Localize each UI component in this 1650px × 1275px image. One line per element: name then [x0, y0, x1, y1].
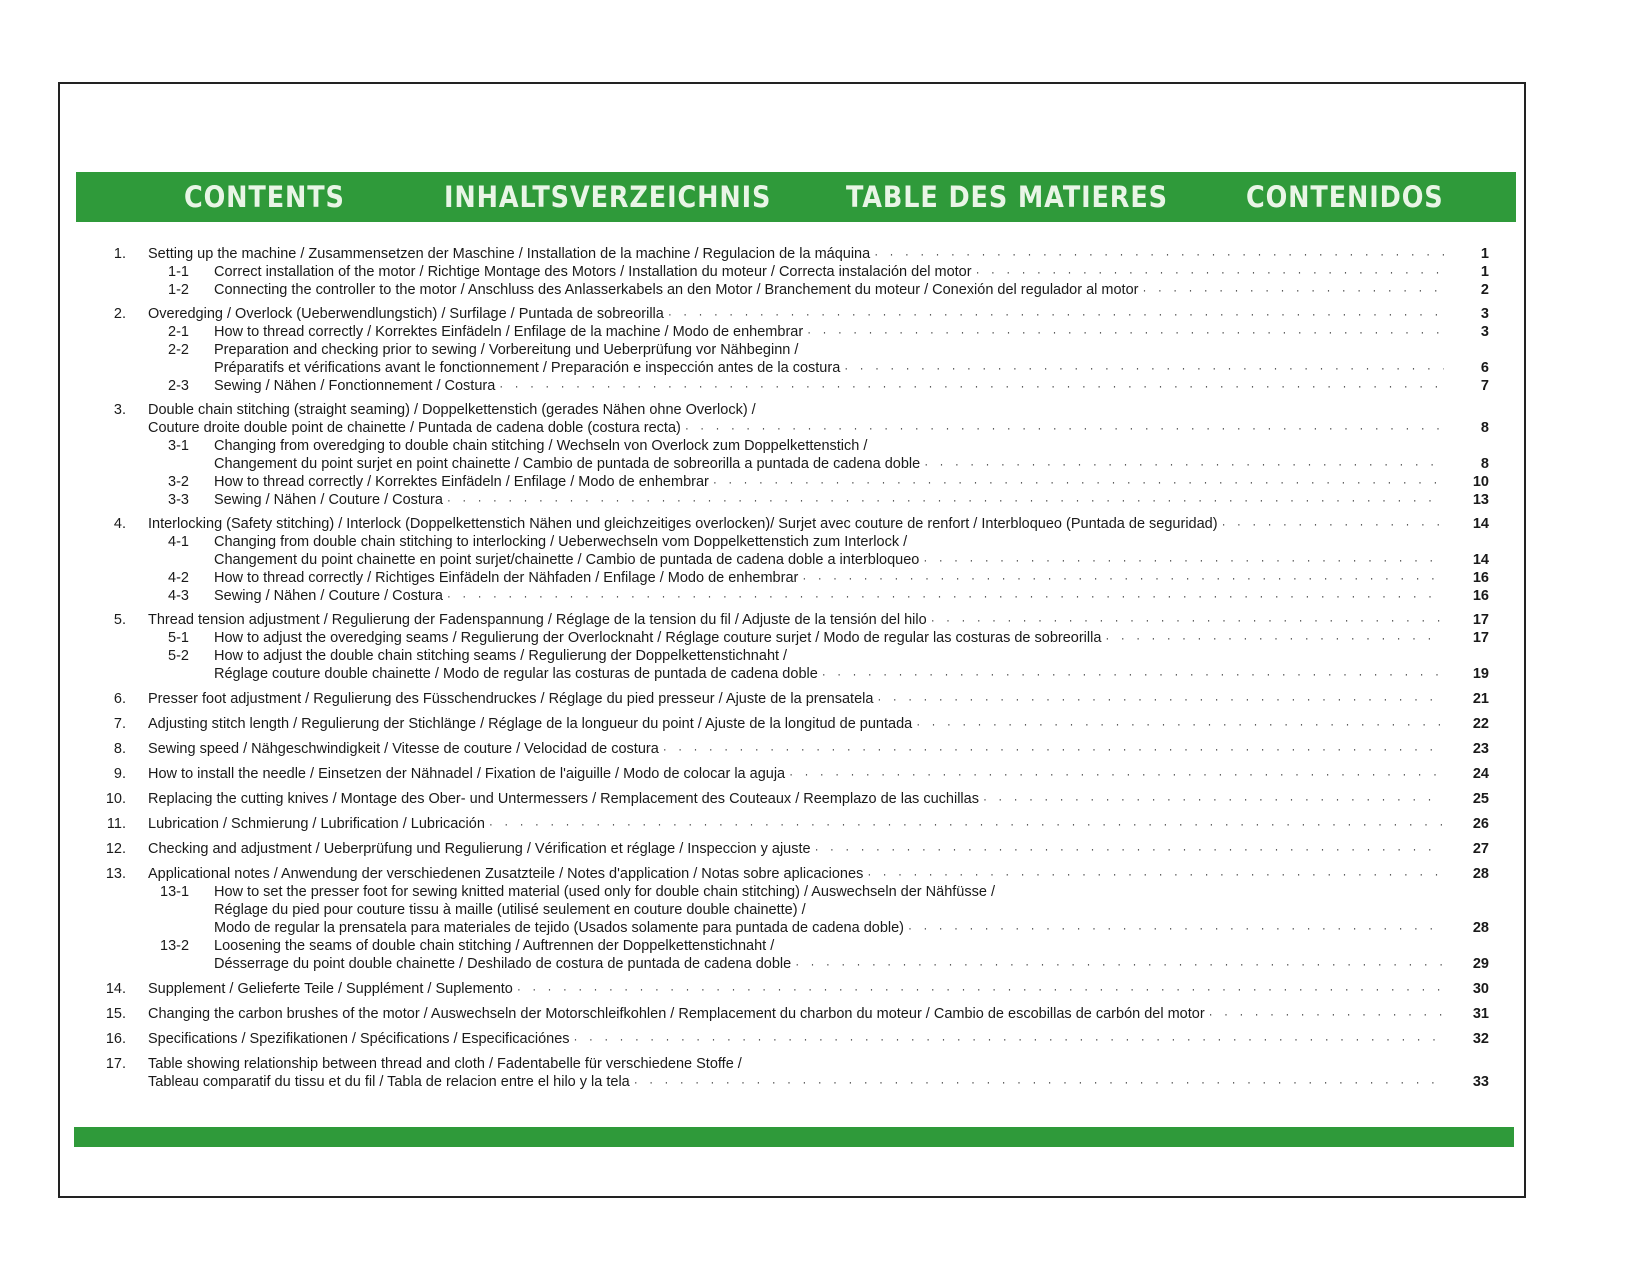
toc-entry [0, 491, 1650, 510]
toc-entry-number: 4. [113, 516, 126, 532]
toc-subentry-number: 4-3 [168, 588, 189, 604]
toc-entry-number: 15. [105, 1006, 126, 1022]
toc-entry-number: 7. [113, 716, 126, 732]
toc-entry-title: How to adjust the overedging seams / Regulierung der Overlocknaht / Réglage couture surjet / Modo de regular las costuras de sobreorilla [214, 630, 1102, 646]
toc-page-number: 13 [1472, 492, 1489, 508]
toc-entry [0, 647, 1650, 666]
toc-entry [0, 455, 1650, 474]
toc-entry [0, 865, 1650, 884]
toc-entry-number: 1. [113, 246, 126, 262]
toc-entry-title: How to install the needle / Einsetzen der Nähnadel / Fixation de l'aiguille / Modo de colocar la aguja [148, 766, 786, 782]
toc-entry-title: Lubrication / Schmierung / Lubrification / Lubricación [148, 816, 485, 832]
dot-leader [447, 587, 1444, 606]
toc-page-number: 29 [1472, 956, 1489, 972]
toc-entry [0, 533, 1650, 552]
dot-leader [844, 359, 1444, 378]
toc-page-number: 27 [1472, 841, 1489, 857]
toc-entry-number: 9. [113, 766, 126, 782]
toc-entry-title: Correct installation of the motor / Richtige Montage des Motors / Installation du moteur / Correcta instalación del motor [214, 264, 972, 280]
toc-subentry-number: 4-1 [168, 534, 189, 550]
toc-page-number: 31 [1472, 1006, 1489, 1022]
toc-entry-number: 13. [105, 866, 126, 882]
toc-entry-number: 12. [105, 841, 126, 857]
toc-entry-number: 10. [105, 791, 126, 807]
toc-entry [0, 473, 1650, 492]
toc-entry-title: Loosening the seams of double chain stitching / Auftrennen der Doppelkettenstichnaht / [214, 938, 775, 954]
toc-entry [0, 611, 1650, 630]
toc-subentry-number: 3-1 [168, 438, 189, 454]
toc-entry [0, 665, 1650, 684]
toc-entry-title: Replacing the cutting knives / Montage des Ober- und Untermessers / Remplacement des Couteaux / Reemplazo de las cuchillas [148, 791, 979, 807]
toc-entry-title: Changing the carbon brushes of the motor / Auswechseln der Motorschleifkohlen / Remplacement du charbon du moteur / Cambio de escobillas de carbón del motor [148, 1006, 1205, 1022]
toc-page-number: 17 [1472, 630, 1489, 646]
toc-subentry-number: 13-1 [160, 884, 190, 900]
toc-page-number: 14 [1472, 552, 1489, 568]
toc-entry-title: Désserrage du point double chainette / Deshilado de costura de puntada de cadena doble [214, 956, 792, 972]
header-table-des-matieres: TABLE DES MATIERES [846, 180, 1168, 214]
toc-entry [0, 1005, 1650, 1024]
toc-entry-title: Connecting the controller to the motor / Anschluss des Anlasserkabels an den Motor / Branchement du moteur / Conexión del regulador al motor [214, 282, 1139, 298]
toc-page-number: 10 [1472, 474, 1489, 490]
toc-entry-title: Réglage du pied pour couture tissu à maille (utilisé seulement en couture double chainette) / [214, 902, 806, 918]
toc-entry [0, 919, 1650, 938]
dot-leader [924, 455, 1444, 474]
toc-entry [0, 790, 1650, 809]
toc-entry-title: Changing from double chain stitching to interlocking / Ueberwechseln vom Doppelkettenstich zum Interlock / [214, 534, 908, 550]
toc-subentry-number: 4-2 [168, 570, 189, 586]
toc-subentry-number: 5-1 [168, 630, 189, 646]
toc-entry-number: 6. [113, 691, 126, 707]
toc-entry-title: How to thread correctly / Korrektes Einfädeln / Enfilage / Modo de enhembrar [214, 474, 709, 490]
toc-entry [0, 901, 1650, 920]
toc-entry-title: Changing from overedging to double chain stitching / Wechseln von Overlock zum Doppelkettenstich / [214, 438, 868, 454]
dot-leader [802, 569, 1444, 588]
toc-entry-title: Interlocking (Safety stitching) / Interlock (Doppelkettenstich Nähen und gleichzeitiges overlocken)/ Surjet avec couture de renfort / Interbloqueo (Puntada de seguridad) [148, 516, 1218, 532]
dot-leader [1105, 629, 1444, 648]
toc-entry-title: Sewing / Nähen / Fonctionnement / Costura [214, 378, 496, 394]
toc-subentry-number: 2-1 [168, 324, 189, 340]
toc-entry-title: Réglage couture double chainette / Modo de regular las costuras de puntada de cadena doble [214, 666, 818, 682]
toc-entry-title: Setting up the machine / Zusammensetzen der Maschine / Installation de la machine / Regulacion de la máquina [148, 246, 871, 262]
header-inhaltsverzeichnis: INHALTSVERZEICHNIS [444, 180, 772, 214]
dot-leader [499, 377, 1444, 396]
toc-page-number: 21 [1472, 691, 1489, 707]
toc-entry [0, 515, 1650, 534]
toc-page-number: 8 [1480, 420, 1489, 436]
toc-entry [0, 629, 1650, 648]
toc-entry-title: How to adjust the double chain stitching seams / Regulierung der Doppelkettenstichnaht / [214, 648, 788, 664]
dot-leader [923, 551, 1444, 570]
dot-leader [916, 715, 1444, 734]
toc-entry [0, 359, 1650, 378]
dot-leader [663, 740, 1444, 759]
toc-entry-title: Thread tension adjustment / Regulierung der Fadenspannung / Réglage de la tension du fil / Adjuste de la tensión del hilo [148, 612, 927, 628]
toc-entry [0, 281, 1650, 300]
toc-entry [0, 419, 1650, 438]
toc-entry-title: How to set the presser foot for sewing knitted material (used only for double chain stitching) / Auswechseln der Nähfüsse / [214, 884, 995, 900]
toc-entry [0, 815, 1650, 834]
toc-entry-title: Presser foot adjustment / Regulierung des Füsschendruckes / Réglage du pied presseur / Ajuste de la prensatela [148, 691, 874, 707]
toc-page-number: 25 [1472, 791, 1489, 807]
toc-entry-title: Specifications / Spezifikationen / Spécifications / Especificaciónes [148, 1031, 570, 1047]
toc-entry [0, 569, 1650, 588]
toc-entry [0, 437, 1650, 456]
dot-leader [1209, 1005, 1444, 1024]
dot-leader [908, 919, 1444, 938]
toc-entry [0, 551, 1650, 570]
dot-leader [795, 955, 1444, 974]
dot-leader [807, 323, 1444, 342]
toc-page-number: 28 [1472, 920, 1489, 936]
toc-entry-title: Sewing / Nähen / Couture / Costura [214, 492, 443, 508]
toc-entry [0, 587, 1650, 606]
dot-leader [447, 491, 1444, 510]
footer-bar [74, 1127, 1514, 1147]
toc-entry-title: Applicational notes / Anwendung der verschiedenen Zusatzteile / Notes d'application / Notas sobre aplicaciones [148, 866, 864, 882]
dot-leader [517, 980, 1444, 999]
toc-entry-title: Sewing / Nähen / Couture / Costura [214, 588, 443, 604]
dot-leader [574, 1030, 1444, 1049]
toc-entry [0, 1055, 1650, 1074]
toc-entry-title: Supplement / Gelieferte Teile / Supplément / Suplemento [148, 981, 513, 997]
dot-leader [1142, 281, 1444, 300]
toc-entry-title: Couture droite double point de chainette / Puntada de cadena doble (costura recta) [148, 420, 681, 436]
toc-entry-title: Changement du point chainette en point surjet/chainette / Cambio de puntada de cadena doble a interbloqueo [214, 552, 920, 568]
toc-entry [0, 1073, 1650, 1092]
toc-entry [0, 937, 1650, 956]
toc-entry-title: Préparatifs et vérifications avant le fonctionnement / Preparación e inspección antes de la costura [214, 360, 841, 376]
toc-page-number: 23 [1472, 741, 1489, 757]
dot-leader [489, 815, 1444, 834]
toc-entry-title: How to thread correctly / Richtiges Einfädeln der Nähfaden / Enfilage / Modo de enhembrar [214, 570, 799, 586]
dot-leader [877, 690, 1444, 709]
toc-entry [0, 341, 1650, 360]
toc-page-number: 2 [1480, 282, 1489, 298]
toc-entry [0, 715, 1650, 734]
toc-entry-title: How to thread correctly / Korrektes Einfädeln / Enfilage de la machine / Modo de enhembrar [214, 324, 804, 340]
toc-entry-title: Double chain stitching (straight seaming) / Doppelkettenstich (gerades Nähen ohne Overlock) / [148, 402, 756, 418]
toc-entry-number: 5. [113, 612, 126, 628]
toc-page-number: 8 [1480, 456, 1489, 472]
dot-leader [815, 840, 1444, 859]
toc-entry-number: 16. [105, 1031, 126, 1047]
dot-leader [931, 611, 1444, 630]
dot-leader [1222, 515, 1444, 534]
dot-leader [789, 765, 1444, 784]
toc-entry [0, 765, 1650, 784]
toc-page-number: 3 [1480, 306, 1489, 322]
toc-page-number: 32 [1472, 1031, 1489, 1047]
toc-entry [0, 401, 1650, 420]
toc-entry-number: 11. [106, 816, 126, 832]
toc-subentry-number: 5-2 [168, 648, 189, 664]
toc-entry-title: Table showing relationship between thread and cloth / Fadentabelle für verschiedene Stoffe / [148, 1056, 742, 1072]
toc-subentry-number: 3-3 [168, 492, 189, 508]
toc-subentry-number: 2-3 [168, 378, 189, 394]
dot-leader [976, 263, 1444, 282]
toc-page-number: 16 [1472, 570, 1489, 586]
dot-leader [713, 473, 1444, 492]
toc-entry [0, 883, 1650, 902]
toc-entry-title: Overedging / Overlock (Ueberwendlungstich) / Surfilage / Puntada de sobreorilla [148, 306, 664, 322]
toc-entry-number: 17. [105, 1056, 126, 1072]
toc-entry-number: 2. [113, 306, 126, 322]
toc-page-number: 28 [1472, 866, 1489, 882]
toc-entry-number: 3. [113, 402, 126, 418]
toc-entry [0, 305, 1650, 324]
toc-entry [0, 980, 1650, 999]
toc-page-number: 30 [1472, 981, 1489, 997]
toc-page-number: 19 [1472, 666, 1489, 682]
toc-entry-title: Adjusting stitch length / Regulierung der Stichlänge / Réglage de la longueur du point / Ajuste de la longitud de puntada [148, 716, 913, 732]
dot-leader [668, 305, 1444, 324]
toc-page-number: 26 [1472, 816, 1489, 832]
toc-subentry-number: 2-2 [168, 342, 189, 358]
toc-entry [0, 245, 1650, 264]
toc-entry-number: 8. [113, 741, 126, 757]
toc-subentry-number: 3-2 [168, 474, 189, 490]
dot-leader [874, 245, 1444, 264]
toc-page-number: 1 [1480, 264, 1489, 280]
toc-page-number: 3 [1480, 324, 1489, 340]
toc-entry [0, 377, 1650, 396]
dot-leader [634, 1073, 1444, 1092]
toc-entry-title: Checking and adjustment / Ueberprüfung und Regulierung / Vérification et réglage / Inspeccion y ajuste [148, 841, 811, 857]
toc-entry-title: Modo de regular la prensatela para materiales de tejido (Usados solamente para puntada de cadena doble) [214, 920, 904, 936]
toc-entry-title: Changement du point surjet en point chainette / Cambio de puntada de sobreorilla a puntada de cadena doble [214, 456, 921, 472]
dot-leader [685, 419, 1444, 438]
toc-entry [0, 263, 1650, 282]
toc-entry [0, 955, 1650, 974]
toc-page-number: 6 [1480, 360, 1489, 376]
toc-entry [0, 323, 1650, 342]
toc-page-number: 16 [1472, 588, 1489, 604]
toc-entry-title: Preparation and checking prior to sewing / Vorbereitung und Ueberprüfung vor Nähbeginn / [214, 342, 799, 358]
toc-subentry-number: 1-2 [168, 282, 189, 298]
toc-page-number: 17 [1472, 612, 1489, 628]
toc-subentry-number: 13-2 [160, 938, 190, 954]
toc-page-number: 14 [1472, 516, 1489, 532]
toc-entry-title: Sewing speed / Nähgeschwindigkeit / Vitesse de couture / Velocidad de costura [148, 741, 659, 757]
toc-entry [0, 740, 1650, 759]
dot-leader [983, 790, 1444, 809]
toc-page-number: 33 [1472, 1074, 1489, 1090]
header-contenidos: CONTENIDOS [1246, 180, 1444, 214]
dot-leader [867, 865, 1444, 884]
header-contents: CONTENTS [184, 180, 345, 214]
toc-subentry-number: 1-1 [168, 264, 189, 280]
dot-leader [822, 665, 1444, 684]
toc-entry [0, 840, 1650, 859]
toc-page-number: 1 [1480, 246, 1489, 262]
toc-page-number: 7 [1480, 378, 1489, 394]
toc-entry-number: 14. [105, 981, 126, 997]
toc-entry [0, 690, 1650, 709]
toc-entry-title: Tableau comparatif du tissu et du fil / Tabla de relacion entre el hilo y la tela [148, 1074, 630, 1090]
toc-page-number: 24 [1472, 766, 1489, 782]
toc-page-number: 22 [1472, 716, 1489, 732]
toc-entry [0, 1030, 1650, 1049]
